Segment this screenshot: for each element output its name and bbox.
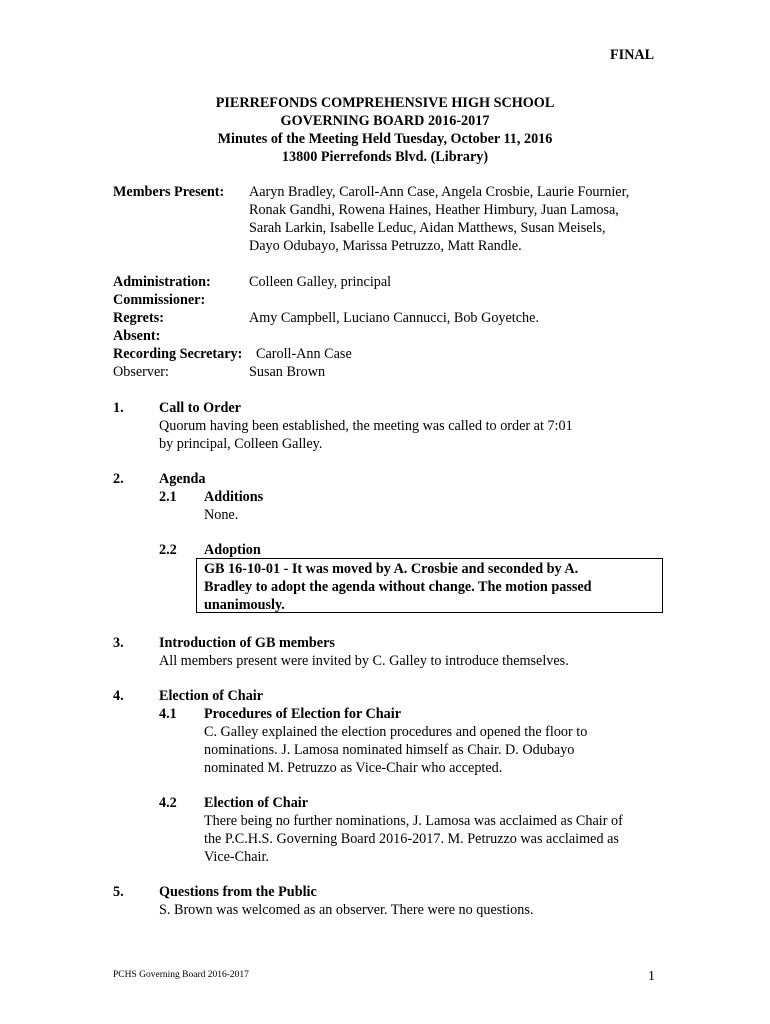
motion-line: unanimously. [204,597,285,613]
item-title: Introduction of GB members [159,635,335,651]
meeting-title: Minutes of the Meeting Held Tuesday, October 11, 2016 [217,131,553,147]
item-title: Agenda [159,471,206,487]
observer-value: Susan Brown [249,364,326,380]
subitem-text: nominations. J. Lamosa nominated himself as Chair. D. Odubayo [204,742,575,758]
members-line: Dayo Odubayo, Marissa Petruzzo, Matt Randle. [249,238,522,254]
subitem-text: nominated M. Petruzzo as Vice-Chair who accepted. [204,760,503,776]
members-line: Aaryn Bradley, Caroll-Ann Case, Angela Crosbie, Laurie Fournier, [249,184,630,200]
subitem-number: 2.1 [159,489,177,505]
subitem-text: C. Galley explained the election procedures and opened the floor to [204,724,588,740]
subitem-text: Vice-Chair. [204,849,269,865]
administration-value: Colleen Galley, principal [249,274,392,290]
administration-label: Administration: [113,274,211,290]
observer-label: Observer: [113,364,169,380]
subitem-title: Adoption [204,542,261,558]
regrets-label: Regrets: [113,310,164,326]
subitem-title: Additions [204,489,264,505]
meeting-location: 13800 Pierrefonds Blvd. (Library) [281,149,489,165]
item-text: All members present were invited by C. Galley to introduce themselves. [159,653,569,669]
subitem-text: None. [204,507,239,523]
subitem-number: 4.2 [159,795,177,811]
item-title: Call to Order [159,400,241,416]
school-name: PIERREFONDS COMPREHENSIVE HIGH SCHOOL [215,95,555,111]
regrets-value: Amy Campbell, Luciano Cannucci, Bob Goyetche. [249,310,539,326]
item-title: Election of Chair [159,688,264,704]
item-title: Questions from the Public [159,884,317,900]
item-text: Quorum having been established, the meeting was called to order at 7:01 [159,418,573,434]
absent-label: Absent: [113,328,161,344]
motion-line: GB 16-10-01 - It was moved by A. Crosbie and seconded by A. [204,561,579,577]
page-number: 1 [648,969,655,984]
recording-secretary-label: Recording Secretary: [113,346,243,362]
item-number: 4. [113,688,124,704]
item-number: 2. [113,471,124,487]
subitem-number: 2.2 [159,542,177,558]
item-number: 1. [113,400,124,416]
item-text: by principal, Colleen Galley. [159,436,323,452]
members-present-label: Members Present: [113,184,225,200]
item-text: S. Brown was welcomed as an observer. There were no questions. [159,902,534,918]
subitem-title: Procedures of Election for Chair [204,706,402,722]
document-status: FINAL [610,47,655,63]
subitem-title: Election of Chair [204,795,309,811]
members-line: Sarah Larkin, Isabelle Leduc, Aidan Matthews, Susan Meisels, [249,220,606,236]
motion-line: Bradley to adopt the agenda without change. The motion passed [204,579,592,595]
commissioner-label: Commissioner: [113,292,206,308]
subitem-text: the P.C.H.S. Governing Board 2016-2017. M. Petruzzo was acclaimed as [204,831,619,847]
footer-text: PCHS Governing Board 2016-2017 [113,970,249,980]
members-line: Ronak Gandhi, Rowena Haines, Heather Himbury, Juan Lamosa, [249,202,619,218]
item-number: 3. [113,635,124,651]
recording-secretary-value: Caroll-Ann Case [256,346,352,362]
subitem-text: There being no further nominations, J. Lamosa was acclaimed as Chair of [204,813,623,829]
item-number: 5. [113,884,124,900]
subitem-number: 4.1 [159,706,177,722]
board-name: GOVERNING BOARD 2016-2017 [280,113,490,129]
